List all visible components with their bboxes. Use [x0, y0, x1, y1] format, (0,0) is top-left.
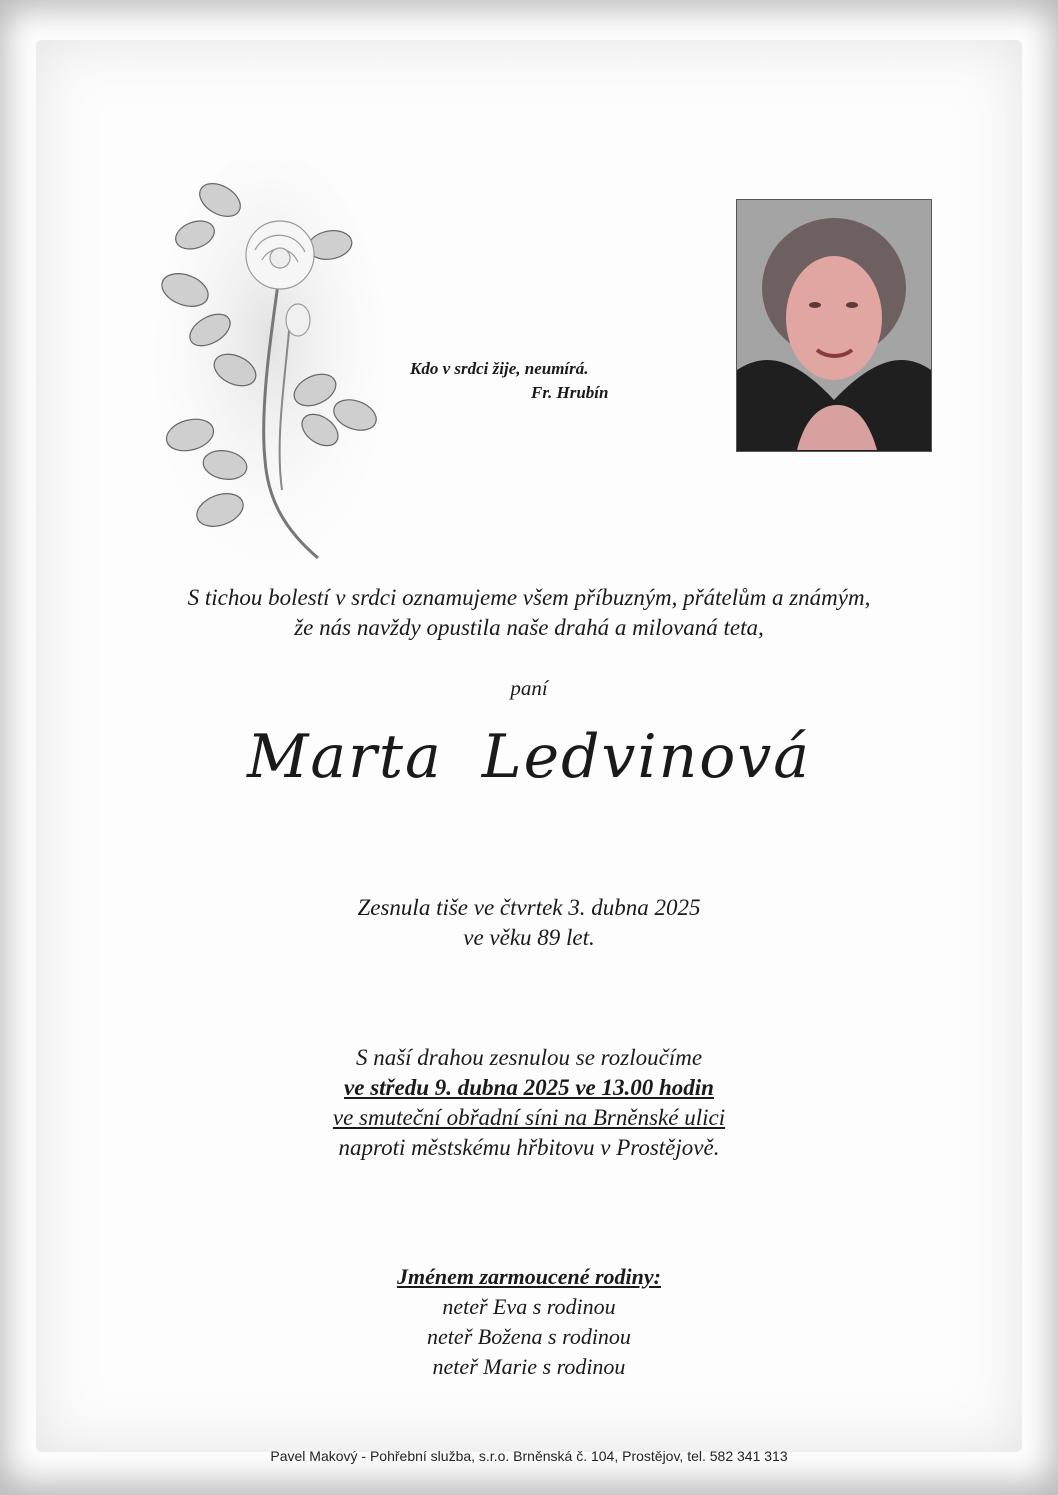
death-info — [0, 893, 1058, 953]
death-age: ve věku 89 let. — [463, 925, 595, 950]
deceased-name: Marta Ledvinová — [246, 722, 812, 792]
farewell-location: naproti městskému hřbitovu v Prostějově. — [338, 1135, 720, 1160]
title-word: paní — [510, 676, 548, 700]
family-member: neteř Eva s rodinou — [442, 1294, 616, 1319]
announcement-line: S tichou bolestí v srdci oznamujeme všem příbuzným, přátelům a známým, — [187, 585, 871, 610]
death-date: Zesnula tiše ve čtvrtek 3. dubna 2025 — [357, 895, 701, 920]
farewell-place: ve smuteční obřadní síni na Brněnské ulici — [332, 1105, 726, 1130]
funeral-service-footer: Pavel Makový - Pohřební služba, s.r.o. Brněnská č. 104, Prostějov, tel. 582 341 313 — [270, 1448, 788, 1464]
quote-author: Fr. Hrubín — [531, 383, 609, 402]
announcement-line: že nás navždy opustila naše drahá a milovaná teta, — [294, 615, 764, 640]
family-member: neteř Marie s rodinou — [432, 1354, 626, 1379]
family-member: neteř Božena s rodinou — [427, 1324, 631, 1349]
quote-text: Kdo v srdci žije, neumírá. — [410, 359, 589, 378]
family-heading: Jménem zarmoucené rodiny: — [397, 1264, 661, 1289]
portrait-photo — [736, 199, 932, 452]
announcement-text — [0, 583, 1058, 643]
rose-illustration — [150, 160, 390, 580]
farewell-datetime: ve středu 9. dubna 2025 ve 13.00 hodin — [344, 1075, 714, 1100]
family-block — [0, 1262, 1058, 1382]
farewell-intro: S naší drahou zesnulou se rozloučíme — [355, 1045, 703, 1070]
farewell-info — [0, 1043, 1058, 1163]
quote-block — [410, 357, 650, 405]
